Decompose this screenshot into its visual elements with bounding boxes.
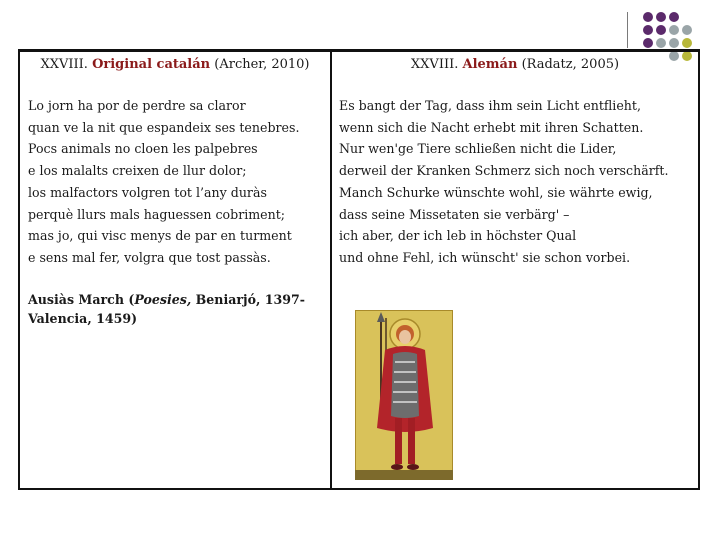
decorative-dot — [669, 38, 679, 48]
translation-poem — [339, 95, 698, 269]
original-poem — [28, 95, 330, 269]
decorative-dot — [656, 38, 666, 48]
poem-line: Lo jorn ha por de perdre sa claror — [28, 98, 246, 113]
decorative-dot — [656, 12, 666, 22]
decorative-dot — [682, 38, 692, 48]
author-birth: Beniarjó, 1397- — [191, 291, 306, 307]
translation-heading-language: Alemán — [462, 57, 518, 72]
decorative-dot — [643, 25, 653, 35]
decorative-dot — [643, 38, 653, 48]
decorative-dot — [669, 25, 679, 35]
poem-line: los malfactors volgren tot l’any duràs — [28, 184, 267, 200]
poem-line: mas jo, qui visc menys de par en turment — [28, 228, 292, 244]
poem-line: derweil der Kranken Schmerz sich noch verschärft. — [339, 163, 669, 179]
original-heading-source: (Archer, 2010) — [214, 57, 310, 72]
original-heading-number: XXVIII. — [40, 57, 88, 72]
translation-heading — [332, 57, 698, 72]
poem-line: Es bangt der Tag, dass ihm sein Licht entflieht, — [339, 98, 641, 113]
original-heading — [20, 57, 330, 72]
translation-heading-number: XXVIII. — [410, 57, 459, 72]
author-name: Ausiàs March ( — [28, 291, 135, 307]
author-death: Valencia, 1459) — [28, 310, 138, 326]
author-attribution — [28, 290, 330, 328]
poem-line: dass seine Missetaten sie verbärg' – — [339, 206, 570, 222]
saint-portrait-image — [355, 310, 453, 480]
poem-line: e sens mal fer, volgra que tost passàs. — [28, 249, 271, 265]
decorative-dot — [656, 25, 666, 35]
translation-column — [332, 52, 698, 488]
decorative-dot — [682, 25, 692, 35]
original-column — [20, 52, 332, 488]
poem-line: e los malalts creixen de llur dolor; — [28, 163, 247, 179]
poem-line: wenn sich die Nacht erhebt mit ihren Schatten. — [339, 119, 644, 135]
poem-line: Manch Schurke wünschte wohl, sie währte ewig, — [339, 184, 653, 200]
poem-line: quan ve la nit que espandeix ses tenebres. — [28, 119, 300, 135]
poem-line: ich aber, der ich leb in höchster Qual — [339, 228, 577, 244]
poem-line: Nur wen'ge Tiere schließen nicht die Lider, — [339, 141, 617, 157]
decorative-dot — [669, 12, 679, 22]
poem-line: und ohne Fehl, ich wünscht' sie schon vorbei. — [339, 249, 631, 265]
original-heading-language: Original catalán — [92, 57, 211, 72]
translation-heading-source: (Radatz, 2005) — [521, 57, 620, 72]
comparison-table — [18, 49, 700, 490]
author-work: Poesies, — [134, 291, 192, 307]
poem-line: perquè llurs mals haguessen cobriment; — [28, 206, 286, 222]
decorative-divider-line — [627, 12, 628, 48]
decorative-dot — [643, 12, 653, 22]
poem-line: Pocs animals no cloen les palpebres — [28, 141, 258, 157]
